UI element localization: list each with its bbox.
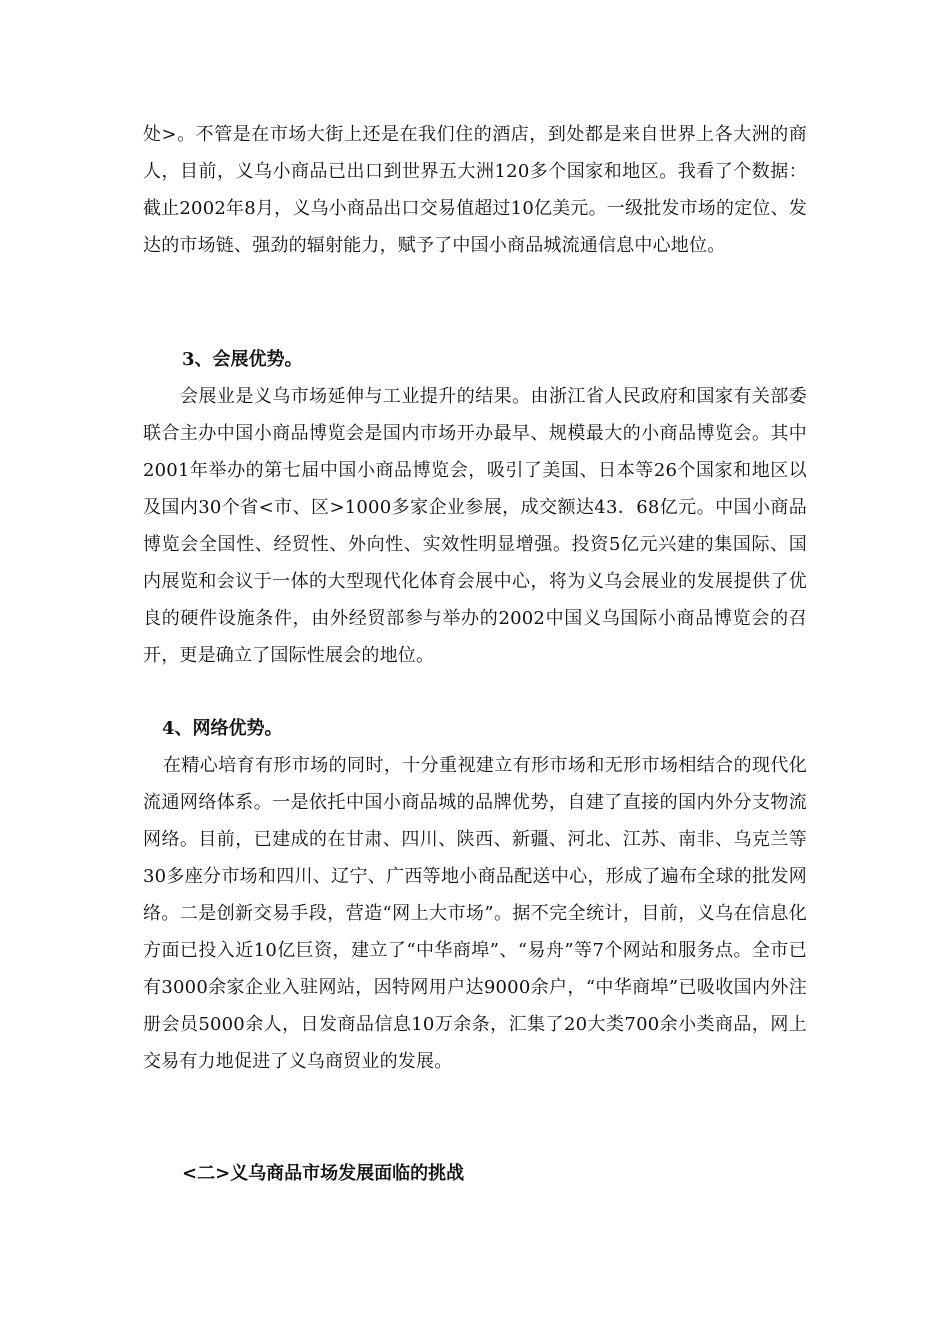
section-heading-4: 4、网络优势。	[162, 718, 283, 739]
exhibition-paragraph: 会展业是义乌市场延伸与工业提升的结果。由浙江省人民政府和国家有关部委联合主办中国小商品博览会是国内市场开办最早、规模最大的小商品博览会。其中2001年举办的第七届中国小商品博览会，吸引了美国、日本等26个国家和地区以及国内30个省<市、区>1000多家企业参展，成交额达43．68亿元。中国小商品博览会全国性、经贸性、外向性、实效性明显增强。投资5亿元兴建的集国际、国内展览和会议于一体的大型现代化体育会展中心，将为义乌会展业的发展提供了优良的硬件设施条件，由外经贸部参与举办的2002中国义乌国际小商品博览会的召开，更是确立了国际性展会的地位。	[143, 386, 807, 666]
section-heading-challenges: <二>义乌商品市场发展面临的挑战	[182, 1163, 465, 1184]
section-heading-3: 3、会展优势。	[182, 349, 303, 370]
intro-paragraph: 处>。不管是在市场大街上还是在我们住的酒店，到处都是来自世界上各大洲的商人，目前，义乌小商品已出口到世界五大洲120多个国家和地区。我看了个数据：截止2002年8月，义乌小商品出口交易值超过10亿美元。一级批发市场的定位、发达的市场链、强劲的辐射能力，赋予了中国小商品城流通信息中心地位。	[143, 124, 807, 256]
network-paragraph: 在精心培育有形市场的同时，十分重视建立有形市场和无形市场相结合的现代化流通网络体系。一是依托中国小商品城的品牌优势，自建了直接的国内外分支物流网络。目前，已建成的在甘肃、四川、陕西、新疆、河北、江苏、南非、乌克兰等30多座分市场和四川、辽宁、广西等地小商品配送中心，形成了遍布全球的批发网络。二是创新交易手段，营造“网上大市场”。据不完全统计，目前，义乌在信息化方面已投入近10亿巨资，建立了“中华商埠”、“易舟”等7个网站和服务点。全市已有3000余家企业入驻网站，因特网用户达9000余户，“中华商埠”已吸收国内外注册会员5000余人，日发商品信息10万余条，汇集了20大类700余小类商品，网上交易有力地促进了义乌商贸业的发展。	[143, 755, 807, 1072]
